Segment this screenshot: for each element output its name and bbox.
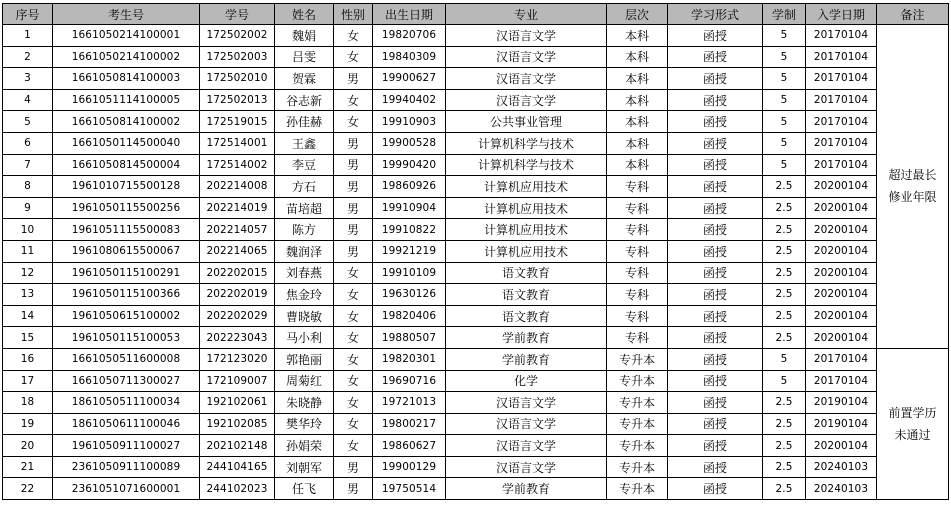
duration-cell: 5 xyxy=(763,132,806,154)
study-mode-cell: 函授 xyxy=(668,240,763,262)
name-cell: 孙娟荣 xyxy=(275,435,334,457)
table-row xyxy=(3,197,949,219)
gender-cell: 女 xyxy=(334,111,373,133)
header-row xyxy=(3,4,949,25)
exam-id-cell: 1961050115100053 xyxy=(53,327,200,349)
enroll-date-cell: 20170104 xyxy=(806,46,877,68)
birth-date-cell: 19910904 xyxy=(373,197,446,219)
student-id-cell: 172502010 xyxy=(200,68,275,90)
enroll-date-cell: 20170104 xyxy=(806,111,877,133)
exam-id-cell: 1961050911100027 xyxy=(53,435,200,457)
major-cell: 计算机应用技术 xyxy=(446,219,607,241)
remark-cell: 超过最长 修业年限 xyxy=(877,25,949,349)
birth-date-cell: 19820406 xyxy=(373,305,446,327)
enroll-date-cell: 20170104 xyxy=(806,132,877,154)
gender-cell: 男 xyxy=(334,219,373,241)
level-cell: 本科 xyxy=(607,68,668,90)
study-mode-cell: 函授 xyxy=(668,370,763,392)
table-row xyxy=(3,284,949,306)
major-cell: 汉语言文学 xyxy=(446,68,607,90)
gender-cell: 女 xyxy=(334,262,373,284)
seq-cell: 10 xyxy=(3,219,53,241)
exam-id-cell: 1961050615100002 xyxy=(53,305,200,327)
duration-cell: 2.5 xyxy=(763,219,806,241)
major-cell: 语文教育 xyxy=(446,262,607,284)
student-id-cell: 192102061 xyxy=(200,392,275,414)
birth-date-cell: 19940402 xyxy=(373,89,446,111)
level-cell: 本科 xyxy=(607,111,668,133)
gender-cell: 女 xyxy=(334,327,373,349)
column-header: 备注 xyxy=(877,4,949,25)
column-header: 考生号 xyxy=(53,4,200,25)
duration-cell: 2.5 xyxy=(763,392,806,414)
table-row xyxy=(3,68,949,90)
name-cell: 任飞 xyxy=(275,478,334,500)
major-cell: 计算机应用技术 xyxy=(446,197,607,219)
duration-cell: 5 xyxy=(763,68,806,90)
seq-cell: 9 xyxy=(3,197,53,219)
table-row xyxy=(3,262,949,284)
level-cell: 本科 xyxy=(607,25,668,47)
table-row xyxy=(3,327,949,349)
seq-cell: 16 xyxy=(3,348,53,370)
table-row xyxy=(3,435,949,457)
seq-cell: 8 xyxy=(3,176,53,198)
column-header: 姓名 xyxy=(275,4,334,25)
duration-cell: 5 xyxy=(763,46,806,68)
exam-id-cell: 1961050115100366 xyxy=(53,284,200,306)
birth-date-cell: 19910903 xyxy=(373,111,446,133)
major-cell: 汉语言文学 xyxy=(446,413,607,435)
name-cell: 谷志新 xyxy=(275,89,334,111)
gender-cell: 女 xyxy=(334,89,373,111)
exam-id-cell: 1661050214100001 xyxy=(53,25,200,47)
student-table xyxy=(2,3,949,500)
student-id-cell: 202214019 xyxy=(200,197,275,219)
table-row xyxy=(3,176,949,198)
column-header: 学制 xyxy=(763,4,806,25)
birth-date-cell: 19990420 xyxy=(373,154,446,176)
table-row xyxy=(3,111,949,133)
table-row xyxy=(3,25,949,47)
gender-cell: 女 xyxy=(334,392,373,414)
level-cell: 专科 xyxy=(607,262,668,284)
major-cell: 计算机应用技术 xyxy=(446,240,607,262)
major-cell: 计算机科学与技术 xyxy=(446,132,607,154)
student-id-cell: 172514001 xyxy=(200,132,275,154)
birth-date-cell: 19750514 xyxy=(373,478,446,500)
enroll-date-cell: 20190104 xyxy=(806,392,877,414)
column-header: 出生日期 xyxy=(373,4,446,25)
name-cell: 魏娟 xyxy=(275,25,334,47)
level-cell: 专升本 xyxy=(607,348,668,370)
duration-cell: 5 xyxy=(763,370,806,392)
name-cell: 朱晓静 xyxy=(275,392,334,414)
name-cell: 樊华玲 xyxy=(275,413,334,435)
table-row xyxy=(3,392,949,414)
duration-cell: 2.5 xyxy=(763,197,806,219)
major-cell: 化学 xyxy=(446,370,607,392)
student-id-cell: 172502013 xyxy=(200,89,275,111)
duration-cell: 2.5 xyxy=(763,262,806,284)
exam-id-cell: 1961051115500083 xyxy=(53,219,200,241)
table-row xyxy=(3,456,949,478)
student-id-cell: 244104165 xyxy=(200,456,275,478)
name-cell: 刘春燕 xyxy=(275,262,334,284)
enroll-date-cell: 20200104 xyxy=(806,197,877,219)
study-mode-cell: 函授 xyxy=(668,219,763,241)
birth-date-cell: 19900528 xyxy=(373,132,446,154)
gender-cell: 女 xyxy=(334,46,373,68)
student-id-cell: 202214065 xyxy=(200,240,275,262)
study-mode-cell: 函授 xyxy=(668,413,763,435)
major-cell: 汉语言文学 xyxy=(446,46,607,68)
birth-date-cell: 19900129 xyxy=(373,456,446,478)
student-id-cell: 172502003 xyxy=(200,46,275,68)
level-cell: 本科 xyxy=(607,154,668,176)
exam-id-cell: 1961080615500067 xyxy=(53,240,200,262)
level-cell: 专升本 xyxy=(607,456,668,478)
study-mode-cell: 函授 xyxy=(668,176,763,198)
table-row xyxy=(3,413,949,435)
seq-cell: 17 xyxy=(3,370,53,392)
gender-cell: 男 xyxy=(334,240,373,262)
duration-cell: 2.5 xyxy=(763,176,806,198)
duration-cell: 2.5 xyxy=(763,240,806,262)
exam-id-cell: 1661050114500040 xyxy=(53,132,200,154)
duration-cell: 5 xyxy=(763,89,806,111)
seq-cell: 14 xyxy=(3,305,53,327)
major-cell: 学前教育 xyxy=(446,327,607,349)
gender-cell: 女 xyxy=(334,435,373,457)
enroll-date-cell: 20170104 xyxy=(806,25,877,47)
major-cell: 语文教育 xyxy=(446,284,607,306)
duration-cell: 2.5 xyxy=(763,435,806,457)
table-row xyxy=(3,478,949,500)
duration-cell: 2.5 xyxy=(763,413,806,435)
name-cell: 刘朝军 xyxy=(275,456,334,478)
enroll-date-cell: 20200104 xyxy=(806,284,877,306)
birth-date-cell: 19721013 xyxy=(373,392,446,414)
duration-cell: 5 xyxy=(763,111,806,133)
name-cell: 陈方 xyxy=(275,219,334,241)
enroll-date-cell: 20240103 xyxy=(806,456,877,478)
column-header: 学号 xyxy=(200,4,275,25)
birth-date-cell: 19800217 xyxy=(373,413,446,435)
major-cell: 语文教育 xyxy=(446,305,607,327)
student-id-cell: 202102148 xyxy=(200,435,275,457)
exam-id-cell: 2361050911100089 xyxy=(53,456,200,478)
seq-cell: 11 xyxy=(3,240,53,262)
study-mode-cell: 函授 xyxy=(668,435,763,457)
gender-cell: 男 xyxy=(334,176,373,198)
name-cell: 方石 xyxy=(275,176,334,198)
study-mode-cell: 函授 xyxy=(668,46,763,68)
level-cell: 专升本 xyxy=(607,413,668,435)
level-cell: 专科 xyxy=(607,240,668,262)
major-cell: 学前教育 xyxy=(446,348,607,370)
level-cell: 专升本 xyxy=(607,478,668,500)
seq-cell: 13 xyxy=(3,284,53,306)
level-cell: 专升本 xyxy=(607,435,668,457)
table-row xyxy=(3,46,949,68)
study-mode-cell: 函授 xyxy=(668,348,763,370)
exam-id-cell: 1661050214100002 xyxy=(53,46,200,68)
gender-cell: 男 xyxy=(334,478,373,500)
exam-id-cell: 1661050814100003 xyxy=(53,68,200,90)
student-id-cell: 172519015 xyxy=(200,111,275,133)
birth-date-cell: 19690716 xyxy=(373,370,446,392)
exam-id-cell: 1861050511100034 xyxy=(53,392,200,414)
gender-cell: 女 xyxy=(334,284,373,306)
student-id-cell: 202202015 xyxy=(200,262,275,284)
study-mode-cell: 函授 xyxy=(668,478,763,500)
student-id-cell: 202214057 xyxy=(200,219,275,241)
enroll-date-cell: 20200104 xyxy=(806,262,877,284)
duration-cell: 5 xyxy=(763,154,806,176)
exam-id-cell: 1961050115100291 xyxy=(53,262,200,284)
level-cell: 专科 xyxy=(607,219,668,241)
student-id-cell: 172502002 xyxy=(200,25,275,47)
enroll-date-cell: 20170104 xyxy=(806,89,877,111)
enroll-date-cell: 20200104 xyxy=(806,176,877,198)
birth-date-cell: 19900627 xyxy=(373,68,446,90)
level-cell: 专科 xyxy=(607,305,668,327)
exam-id-cell: 1661051114100005 xyxy=(53,89,200,111)
duration-cell: 5 xyxy=(763,25,806,47)
enroll-date-cell: 20200104 xyxy=(806,435,877,457)
birth-date-cell: 19630126 xyxy=(373,284,446,306)
name-cell: 吕雯 xyxy=(275,46,334,68)
level-cell: 专科 xyxy=(607,176,668,198)
study-mode-cell: 函授 xyxy=(668,111,763,133)
name-cell: 贺霖 xyxy=(275,68,334,90)
seq-cell: 22 xyxy=(3,478,53,500)
study-mode-cell: 函授 xyxy=(668,392,763,414)
major-cell: 计算机科学与技术 xyxy=(446,154,607,176)
gender-cell: 男 xyxy=(334,456,373,478)
major-cell: 学前教育 xyxy=(446,478,607,500)
name-cell: 曹晓敏 xyxy=(275,305,334,327)
enroll-date-cell: 20200104 xyxy=(806,219,877,241)
exam-id-cell: 1661050511600008 xyxy=(53,348,200,370)
table-row xyxy=(3,219,949,241)
birth-date-cell: 19840309 xyxy=(373,46,446,68)
table-row xyxy=(3,240,949,262)
name-cell: 周菊红 xyxy=(275,370,334,392)
name-cell: 焦金玲 xyxy=(275,284,334,306)
student-id-cell: 202214008 xyxy=(200,176,275,198)
study-mode-cell: 函授 xyxy=(668,89,763,111)
major-cell: 汉语言文学 xyxy=(446,89,607,111)
major-cell: 计算机应用技术 xyxy=(446,176,607,198)
seq-cell: 21 xyxy=(3,456,53,478)
student-id-cell: 202202019 xyxy=(200,284,275,306)
gender-cell: 女 xyxy=(334,348,373,370)
student-id-cell: 202223043 xyxy=(200,327,275,349)
level-cell: 专升本 xyxy=(607,392,668,414)
table-body xyxy=(3,25,949,500)
major-cell: 汉语言文学 xyxy=(446,456,607,478)
major-cell: 汉语言文学 xyxy=(446,435,607,457)
student-id-cell: 172123020 xyxy=(200,348,275,370)
duration-cell: 2.5 xyxy=(763,478,806,500)
duration-cell: 2.5 xyxy=(763,284,806,306)
enroll-date-cell: 20170104 xyxy=(806,348,877,370)
column-header: 学习形式 xyxy=(668,4,763,25)
remark-cell: 前置学历 未通过 xyxy=(877,348,949,499)
birth-date-cell: 19820706 xyxy=(373,25,446,47)
study-mode-cell: 函授 xyxy=(668,154,763,176)
exam-id-cell: 2361051071600001 xyxy=(53,478,200,500)
exam-id-cell: 1961050115500256 xyxy=(53,197,200,219)
seq-cell: 1 xyxy=(3,25,53,47)
column-header: 入学日期 xyxy=(806,4,877,25)
seq-cell: 12 xyxy=(3,262,53,284)
seq-cell: 4 xyxy=(3,89,53,111)
study-mode-cell: 函授 xyxy=(668,132,763,154)
table-row xyxy=(3,348,949,370)
study-mode-cell: 函授 xyxy=(668,262,763,284)
duration-cell: 2.5 xyxy=(763,456,806,478)
level-cell: 本科 xyxy=(607,46,668,68)
name-cell: 苗培超 xyxy=(275,197,334,219)
enroll-date-cell: 20170104 xyxy=(806,154,877,176)
duration-cell: 2.5 xyxy=(763,305,806,327)
gender-cell: 男 xyxy=(334,154,373,176)
name-cell: 魏润泽 xyxy=(275,240,334,262)
gender-cell: 男 xyxy=(334,197,373,219)
seq-cell: 18 xyxy=(3,392,53,414)
level-cell: 专升本 xyxy=(607,370,668,392)
student-id-cell: 244102023 xyxy=(200,478,275,500)
seq-cell: 6 xyxy=(3,132,53,154)
birth-date-cell: 19880507 xyxy=(373,327,446,349)
name-cell: 李豆 xyxy=(275,154,334,176)
gender-cell: 男 xyxy=(334,68,373,90)
seq-cell: 3 xyxy=(3,68,53,90)
gender-cell: 女 xyxy=(334,370,373,392)
student-id-cell: 172109007 xyxy=(200,370,275,392)
table-row xyxy=(3,305,949,327)
seq-cell: 2 xyxy=(3,46,53,68)
birth-date-cell: 19860926 xyxy=(373,176,446,198)
exam-id-cell: 1661050814100002 xyxy=(53,111,200,133)
major-cell: 汉语言文学 xyxy=(446,25,607,47)
level-cell: 专科 xyxy=(607,327,668,349)
enroll-date-cell: 20240103 xyxy=(806,478,877,500)
gender-cell: 男 xyxy=(334,132,373,154)
name-cell: 孙佳赫 xyxy=(275,111,334,133)
study-mode-cell: 函授 xyxy=(668,305,763,327)
seq-cell: 20 xyxy=(3,435,53,457)
table-row xyxy=(3,154,949,176)
duration-cell: 5 xyxy=(763,348,806,370)
student-id-cell: 202202029 xyxy=(200,305,275,327)
student-id-cell: 192102085 xyxy=(200,413,275,435)
level-cell: 本科 xyxy=(607,89,668,111)
exam-id-cell: 1861050611100046 xyxy=(53,413,200,435)
level-cell: 专科 xyxy=(607,197,668,219)
column-header: 序号 xyxy=(3,4,53,25)
level-cell: 专科 xyxy=(607,284,668,306)
major-cell: 汉语言文学 xyxy=(446,392,607,414)
study-mode-cell: 函授 xyxy=(668,68,763,90)
birth-date-cell: 19910109 xyxy=(373,262,446,284)
seq-cell: 7 xyxy=(3,154,53,176)
student-id-cell: 172514002 xyxy=(200,154,275,176)
birth-date-cell: 19820301 xyxy=(373,348,446,370)
table-row xyxy=(3,370,949,392)
gender-cell: 女 xyxy=(334,305,373,327)
enroll-date-cell: 20170104 xyxy=(806,68,877,90)
seq-cell: 15 xyxy=(3,327,53,349)
study-mode-cell: 函授 xyxy=(668,284,763,306)
enroll-date-cell: 20200104 xyxy=(806,240,877,262)
major-cell: 公共事业管理 xyxy=(446,111,607,133)
name-cell: 马小利 xyxy=(275,327,334,349)
table-row xyxy=(3,89,949,111)
table-row xyxy=(3,132,949,154)
exam-id-cell: 1661050711300027 xyxy=(53,370,200,392)
seq-cell: 5 xyxy=(3,111,53,133)
column-header: 专业 xyxy=(446,4,607,25)
birth-date-cell: 19860627 xyxy=(373,435,446,457)
column-header: 层次 xyxy=(607,4,668,25)
birth-date-cell: 19910822 xyxy=(373,219,446,241)
exam-id-cell: 1961010715500128 xyxy=(53,176,200,198)
name-cell: 郭艳丽 xyxy=(275,348,334,370)
enroll-date-cell: 20200104 xyxy=(806,305,877,327)
gender-cell: 女 xyxy=(334,25,373,47)
enroll-date-cell: 20170104 xyxy=(806,370,877,392)
exam-id-cell: 1661050814500004 xyxy=(53,154,200,176)
level-cell: 本科 xyxy=(607,132,668,154)
enroll-date-cell: 20200104 xyxy=(806,327,877,349)
birth-date-cell: 19921219 xyxy=(373,240,446,262)
column-header: 性别 xyxy=(334,4,373,25)
study-mode-cell: 函授 xyxy=(668,25,763,47)
enroll-date-cell: 20190104 xyxy=(806,413,877,435)
study-mode-cell: 函授 xyxy=(668,327,763,349)
seq-cell: 19 xyxy=(3,413,53,435)
study-mode-cell: 函授 xyxy=(668,197,763,219)
study-mode-cell: 函授 xyxy=(668,456,763,478)
name-cell: 王鑫 xyxy=(275,132,334,154)
gender-cell: 女 xyxy=(334,413,373,435)
duration-cell: 2.5 xyxy=(763,327,806,349)
